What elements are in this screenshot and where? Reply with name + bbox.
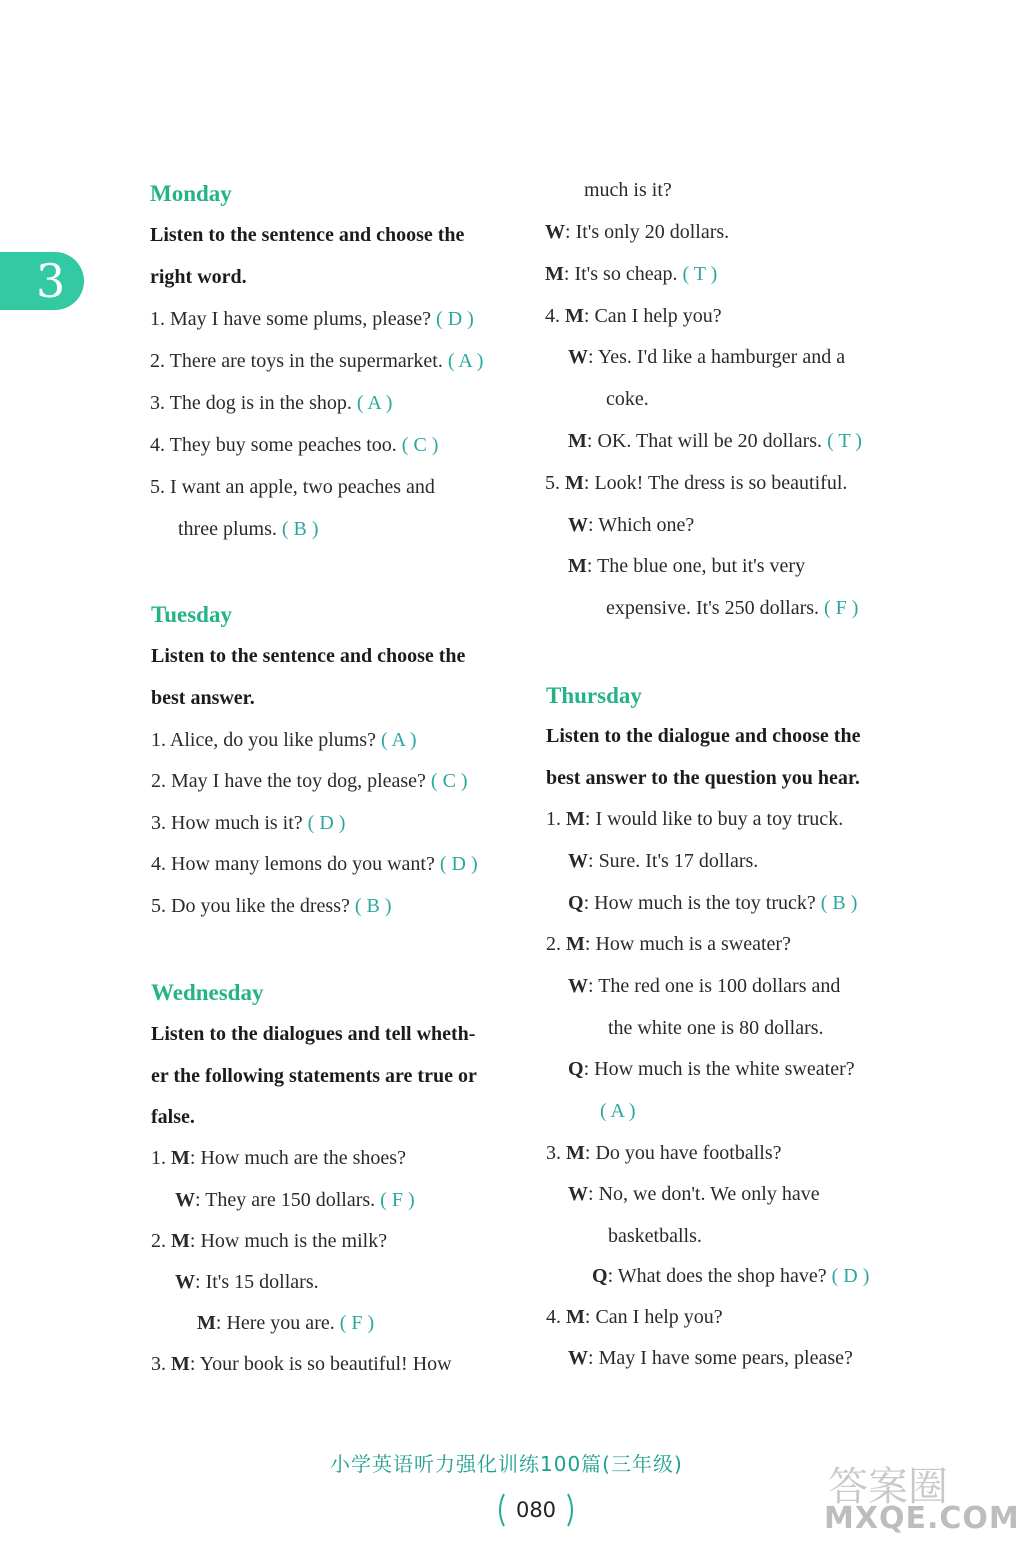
line-text: No, we don't. We only have	[598, 1183, 820, 1205]
instruction-line: best answer.	[151, 687, 255, 709]
line-text: Sure. It's 17 dollars.	[598, 850, 759, 872]
line-text: 1. May I have some plums, please?	[150, 308, 437, 330]
dialogue-line	[568, 890, 857, 916]
speaker-colon: :	[189, 1353, 200, 1375]
speaker-colon: :	[584, 808, 596, 830]
dialogue-line	[584, 177, 672, 203]
speaker-colon: :	[583, 892, 595, 914]
speaker-label: W	[568, 514, 588, 536]
speaker-colon: :	[584, 1306, 596, 1328]
watermark	[820, 1455, 1020, 1540]
speaker-colon: :	[588, 346, 598, 368]
instruction-line: er the following statements are true or	[151, 1064, 477, 1087]
day-heading: Monday	[150, 181, 232, 206]
speaker-label: M	[566, 1142, 585, 1164]
speaker-label: Q	[568, 1058, 584, 1080]
speaker-colon: :	[588, 850, 599, 872]
instruction-line: best answer to the question you hear.	[546, 767, 860, 789]
line-text: 4. How many lemons do you want?	[151, 853, 440, 875]
speaker-colon: :	[588, 514, 599, 536]
page-number	[498, 1488, 574, 1532]
dialogue-line	[151, 1351, 452, 1377]
speaker-colon: :	[565, 221, 576, 243]
speaker-colon: :	[583, 472, 595, 494]
line-text: Can I help you?	[594, 305, 722, 327]
line-text: How much is a sweater?	[595, 933, 791, 955]
speaker-label: M	[566, 933, 585, 955]
unit-tab	[0, 252, 84, 310]
dialogue-line	[568, 512, 694, 538]
line-text: Which one?	[598, 514, 695, 536]
line-text: 5. I want an apple, two peaches and	[150, 476, 435, 498]
line-text: basketballs.	[608, 1225, 702, 1247]
instruction-line: Listen to the dialogue and choose the	[546, 725, 861, 747]
dialogue-line	[568, 973, 840, 999]
speaker-colon: :	[584, 933, 596, 955]
answer-key: ( F )	[339, 1312, 375, 1334]
speaker-label: M	[171, 1147, 190, 1169]
answer-key: ( F )	[380, 1189, 415, 1211]
line-text: three plums.	[178, 518, 282, 540]
line-text: It's 15 dollars.	[205, 1271, 319, 1293]
line-text: 2. There are toys in the supermarket.	[150, 350, 448, 372]
line-text: They are 150 dollars.	[205, 1189, 381, 1211]
answer-line	[151, 851, 478, 877]
answer-line	[151, 768, 468, 794]
line-text: Can I help you?	[595, 1306, 723, 1328]
line-text: It's so cheap.	[574, 263, 683, 285]
speaker-label: W	[175, 1271, 195, 1293]
item-number: 2.	[546, 933, 566, 955]
dialogue-line	[608, 1223, 702, 1249]
answer-line	[150, 306, 474, 332]
dialogue-line	[568, 848, 758, 874]
speaker-label: M	[566, 1306, 585, 1328]
answer-key: ( D )	[307, 812, 346, 834]
speaker-label: M	[171, 1353, 190, 1375]
line-text: the white one is 80 dollars.	[608, 1017, 824, 1039]
dialogue-line	[545, 219, 729, 245]
line-text: 1. Alice, do you like plums?	[151, 729, 381, 751]
item-number: 4.	[546, 1306, 566, 1328]
speaker-colon: :	[588, 1347, 599, 1369]
answer-line	[151, 810, 345, 836]
speaker-colon: :	[607, 1265, 618, 1287]
speaker-colon: :	[189, 1230, 201, 1252]
answer-line	[150, 348, 483, 374]
instruction-line: Listen to the dialogues and tell wheth-	[151, 1023, 476, 1045]
dialogue-line	[175, 1187, 415, 1213]
page-number-text: 080	[515, 1498, 557, 1522]
line-text: May I have some pears, please?	[598, 1347, 853, 1369]
instruction-line: Listen to the sentence and choose the	[150, 224, 465, 246]
dialogue-line	[606, 386, 649, 412]
line-text: 5. Do you like the dress?	[151, 895, 355, 917]
dialogue-line	[606, 595, 858, 621]
answer-line	[150, 474, 435, 500]
dialogue-line	[600, 1098, 636, 1124]
dialogue-line	[546, 931, 791, 957]
speaker-label: M	[565, 472, 584, 494]
speaker-colon: :	[195, 1189, 206, 1211]
answer-key: ( A )	[600, 1100, 636, 1122]
line-text: Look! The dress is so beautiful.	[594, 472, 848, 494]
day-heading: Tuesday	[151, 602, 232, 627]
speaker-label: Q	[592, 1265, 608, 1287]
answer-key: ( T )	[827, 430, 862, 452]
dialogue-line	[568, 1181, 820, 1207]
dialogue-line	[568, 553, 805, 579]
line-text: It's only 20 dollars.	[575, 221, 730, 243]
day-heading: Wednesday	[151, 980, 264, 1005]
dialogue-line	[546, 1140, 782, 1166]
dialogue-line	[197, 1310, 374, 1336]
instruction-line: false.	[151, 1106, 195, 1128]
line-text: How much is the white sweater?	[594, 1058, 855, 1080]
speaker-label: M	[568, 430, 587, 452]
speaker-label: W	[568, 975, 588, 997]
line-text: Do you have footballs?	[595, 1142, 782, 1164]
speaker-colon: :	[195, 1271, 206, 1293]
speaker-colon: :	[215, 1312, 227, 1334]
item-number: 3.	[546, 1142, 566, 1164]
answer-key: ( F )	[824, 597, 859, 619]
speaker-label: W	[568, 850, 588, 872]
speaker-label: M	[568, 555, 587, 577]
dialogue-line	[592, 1263, 869, 1289]
line-text: coke.	[606, 388, 649, 410]
line-text: 4. They buy some peaches too.	[150, 434, 402, 456]
dialogue-line	[608, 1015, 824, 1041]
speaker-colon: :	[586, 430, 598, 452]
answer-key: ( A )	[356, 392, 393, 414]
speaker-label: W	[568, 1183, 588, 1205]
item-number: 3.	[151, 1353, 171, 1375]
line-text: Yes. I'd like a hamburger and a	[597, 346, 846, 368]
answer-key: ( C )	[430, 770, 468, 792]
day-heading: Thursday	[546, 683, 642, 708]
line-text: How much is the toy truck?	[594, 892, 821, 914]
answer-key: ( T )	[682, 263, 718, 285]
dialogue-line	[568, 344, 845, 370]
item-number: 4.	[545, 305, 565, 327]
dialogue-line	[151, 1145, 406, 1171]
speaker-label: W	[545, 221, 565, 243]
line-text: How much is the milk?	[200, 1230, 388, 1252]
line-text: Here you are.	[226, 1312, 340, 1334]
line-text: I would like to buy a toy truck.	[595, 808, 844, 830]
line-text: much is it?	[584, 179, 672, 201]
answer-line	[151, 893, 392, 919]
dialogue-line	[546, 806, 843, 832]
answer-line	[151, 727, 417, 753]
answer-line	[150, 432, 438, 458]
speaker-label: W	[568, 1347, 588, 1369]
line-text: 2. May I have the toy dog, please?	[151, 770, 431, 792]
watermark-text: MXQE.COM	[824, 1501, 1020, 1536]
speaker-label: M	[197, 1312, 216, 1334]
dialogue-line	[151, 1228, 387, 1254]
page-number-ornament	[498, 1488, 574, 1532]
footer-book-title: 小学英语听力强化训练100篇(三年级)	[330, 1452, 683, 1476]
line-text: 3. How much is it?	[151, 812, 308, 834]
answer-key: ( B )	[820, 892, 858, 914]
speaker-colon: :	[583, 1058, 595, 1080]
answer-key: ( A )	[447, 350, 484, 372]
dialogue-line	[546, 1304, 723, 1330]
speaker-label: W	[175, 1189, 195, 1211]
answer-key: ( C )	[401, 434, 439, 456]
line-text: expensive. It's 250 dollars.	[606, 597, 825, 619]
speaker-label: M	[545, 263, 564, 285]
answer-key: ( D )	[439, 853, 478, 875]
item-number: 1.	[151, 1147, 171, 1169]
speaker-colon: :	[588, 1183, 599, 1205]
answer-key: ( D )	[436, 308, 474, 330]
line-text: 3. The dog is in the shop.	[150, 392, 357, 414]
line-text: What does the shop have?	[617, 1265, 832, 1287]
dialogue-line	[568, 1056, 855, 1082]
speaker-label: M	[566, 808, 585, 830]
speaker-label: M	[171, 1230, 190, 1252]
watermark-mark: 答案圈	[828, 1464, 948, 1510]
item-number: 1.	[546, 808, 566, 830]
instruction-line: right word.	[150, 266, 247, 288]
item-number: 5.	[545, 472, 565, 494]
dialogue-line	[545, 303, 722, 329]
speaker-label: Q	[568, 892, 584, 914]
speaker-label: W	[568, 346, 588, 368]
item-number: 2.	[151, 1230, 171, 1252]
dialogue-line	[568, 428, 862, 454]
dialogue-line	[568, 1345, 853, 1371]
answer-key: ( D )	[831, 1265, 870, 1287]
line-text: The red one is 100 dollars and	[598, 975, 841, 997]
answer-line	[150, 390, 392, 416]
answer-key: ( B )	[281, 518, 319, 540]
answer-line	[178, 516, 319, 542]
speaker-colon: :	[588, 975, 599, 997]
speaker-label: M	[565, 305, 584, 327]
speaker-colon: :	[586, 555, 598, 577]
answer-key: ( A )	[380, 729, 417, 751]
line-text: OK. That will be 20 dollars.	[597, 430, 828, 452]
dialogue-line	[175, 1269, 319, 1295]
dialogue-line	[545, 470, 847, 496]
instruction-line: Listen to the sentence and choose the	[151, 645, 466, 667]
line-text: Your book is so beautiful! How	[199, 1353, 452, 1375]
speaker-colon: :	[583, 305, 595, 327]
speaker-colon: :	[189, 1147, 201, 1169]
unit-number: 3	[36, 254, 66, 308]
speaker-colon: :	[584, 1142, 596, 1164]
speaker-colon: :	[563, 263, 575, 285]
dialogue-line	[545, 261, 717, 287]
line-text: How much are the shoes?	[200, 1147, 406, 1169]
answer-key: ( B )	[354, 895, 392, 917]
line-text: The blue one, but it's very	[597, 555, 806, 577]
